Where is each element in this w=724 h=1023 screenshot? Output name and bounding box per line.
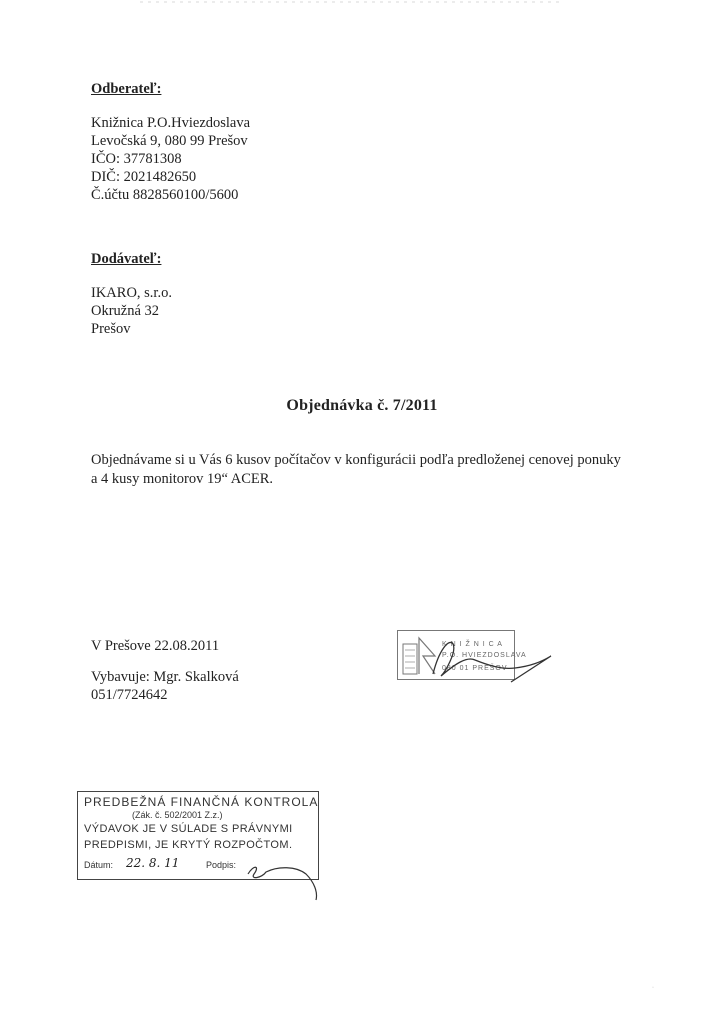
director-signature	[415, 630, 565, 692]
supplier-block	[91, 250, 172, 338]
order-body-line-1: Objednávame si u Vás 6 kusov počítačov v konfigurácii podľa predloženej cenovej ponuky	[91, 452, 621, 468]
finance-stamp-date-value: 22. 8. 11	[126, 856, 180, 870]
supplier-name: IKARO, s.r.o.	[91, 285, 172, 301]
order-body	[91, 451, 651, 489]
footer-block	[91, 637, 239, 704]
finance-signature	[240, 860, 324, 904]
order-body-line-2: a 4 kusy monitorov 19“ ACER.	[91, 471, 274, 487]
buyer-heading: Odberateľ:	[91, 81, 162, 97]
scan-noise	[0, 0, 724, 8]
order-title: Objednávka č. 7/2011	[286, 397, 438, 414]
place-date: V Prešove 22.08.2011	[91, 638, 220, 654]
buyer-block	[91, 80, 250, 204]
buyer-dic: DIČ: 2021482650	[91, 169, 197, 185]
phone: 051/7724642	[91, 687, 168, 703]
scan-mark: ·	[652, 985, 654, 991]
buyer-account: Č.účtu 8828560100/5600	[91, 187, 239, 203]
supplier-city: Prešov	[91, 321, 131, 337]
library-stamp-line-1: K N I Ž N I C A	[442, 641, 503, 648]
library-stamp-line-3: 080 01 PREŠOV	[442, 665, 508, 672]
supplier-street: Okružná 32	[91, 303, 160, 319]
finance-stamp-title: PREDBEŽNÁ FINANČNÁ KONTROLA	[84, 795, 319, 809]
handled-by: Vybavuje: Mgr. Skalková	[91, 669, 239, 685]
supplier-heading: Dodávateľ:	[91, 251, 162, 267]
finance-stamp-line-2: PREDPISMI, JE KRYTÝ ROZPOČTOM.	[84, 839, 293, 851]
finance-stamp-law: (Zák. č. 502/2001 Z.z.)	[132, 810, 223, 820]
finance-stamp-date-label: Dátum:	[84, 860, 114, 870]
buyer-name: Knižnica P.O.Hviezdoslava	[91, 115, 251, 131]
buyer-address: Levočská 9, 080 99 Prešov	[91, 133, 248, 149]
library-stamp-line-2: P.O. HVIEZDOSLAVA	[442, 652, 527, 659]
buyer-ico: IČO: 37781308	[91, 151, 182, 167]
finance-stamp-line-1: VÝDAVOK JE V SÚLADE S PRÁVNYMI	[84, 823, 293, 835]
finance-stamp-signature-label: Podpis:	[206, 860, 237, 870]
